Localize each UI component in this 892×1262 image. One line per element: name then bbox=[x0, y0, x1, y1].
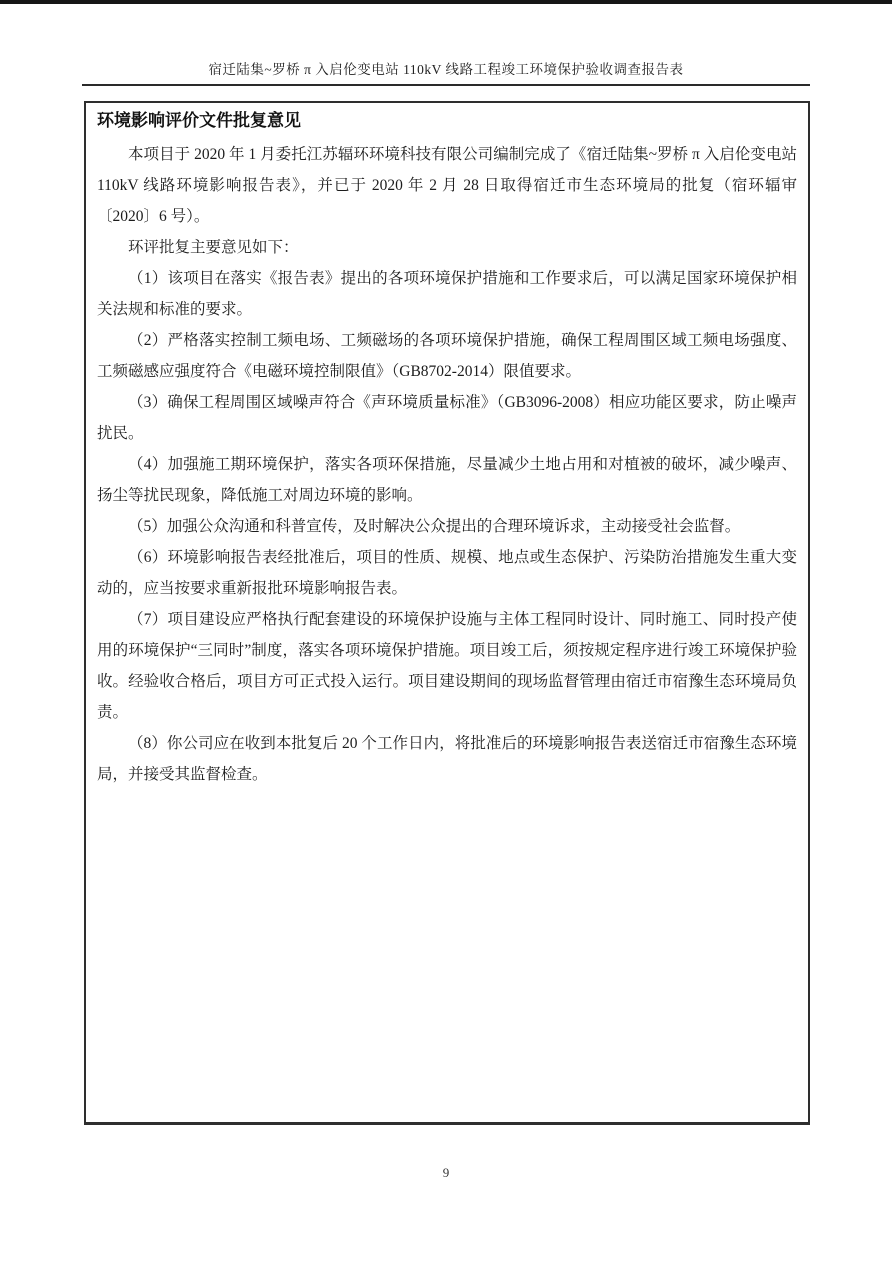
paragraph-item-6: （6）环境影响报告表经批准后，项目的性质、规模、地点或生态保护、污染防治措施发生重大变动的，应当按要求重新报批环境影响报告表。 bbox=[97, 549, 797, 597]
section-body bbox=[97, 139, 797, 790]
paragraph-item-1: （1）该项目在落实《报告表》提出的各项环境保护措施和工作要求后，可以满足国家环境保护相关法规和标准的要求。 bbox=[97, 270, 797, 318]
paragraph-item-5: （5）加强公众沟通和科普宣传，及时解决公众提出的合理环境诉求，主动接受社会监督。 bbox=[128, 518, 741, 535]
header-rule bbox=[82, 84, 810, 86]
scan-edge-artifact bbox=[0, 0, 892, 4]
page-number: 9 bbox=[442, 1165, 450, 1180]
paragraph-lead-in: 环评批复主要意见如下： bbox=[128, 239, 299, 256]
page-header-title: 宿迁陆集~罗桥 π 入启伦变电站 110kV 线路工程竣工环境保护验收调查报告表 bbox=[208, 62, 684, 77]
paragraph-item-2: （2）严格落实控制工频电场、工频磁场的各项环境保护措施，确保工程周围区域工频电场强度、工频磁感应强度符合《电磁环境控制限值》（GB8702-2014）限值要求。 bbox=[97, 332, 797, 380]
paragraph-item-3: （3）确保工程周围区域噪声符合《声环境质量标准》（GB3096-2008）相应功能区要求，防止噪声扰民。 bbox=[97, 394, 797, 442]
approval-opinion-section bbox=[84, 101, 810, 1125]
paragraph-intro: 本项目于 2020 年 1 月委托江苏辐环环境科技有限公司编制完成了《宿迁陆集~罗桥 π 入启伦变电站 110kV 线路环境影响报告表》，并已于 2020 年 2 月 28 日取得宿迁市生态环境局的批复（宿环辐审〔2020〕6 号）。 bbox=[97, 146, 797, 225]
section-title: 环境影响评价文件批复意见 bbox=[97, 111, 301, 130]
paragraph-item-7: （7）项目建设应严格执行配套建设的环境保护设施与主体工程同时设计、同时施工、同时投产使用的环境保护“三同时”制度，落实各项环境保护措施。项目竣工后，须按规定程序进行竣工环境保护验收。经验收合格后，项目方可正式投入运行。项目建设期间的现场监督管理由宿迁市宿豫生态环境局负责。 bbox=[97, 611, 797, 721]
paragraph-item-8: （8）你公司应在收到本批复后 20 个工作日内，将批准后的环境影响报告表送宿迁市宿豫生态环境局，并接受其监督检查。 bbox=[97, 735, 797, 783]
paragraph-item-4: （4）加强施工期环境保护，落实各项环保措施，尽量减少土地占用和对植被的破坏，减少噪声、扬尘等扰民现象，降低施工对周边环境的影响。 bbox=[97, 456, 797, 504]
